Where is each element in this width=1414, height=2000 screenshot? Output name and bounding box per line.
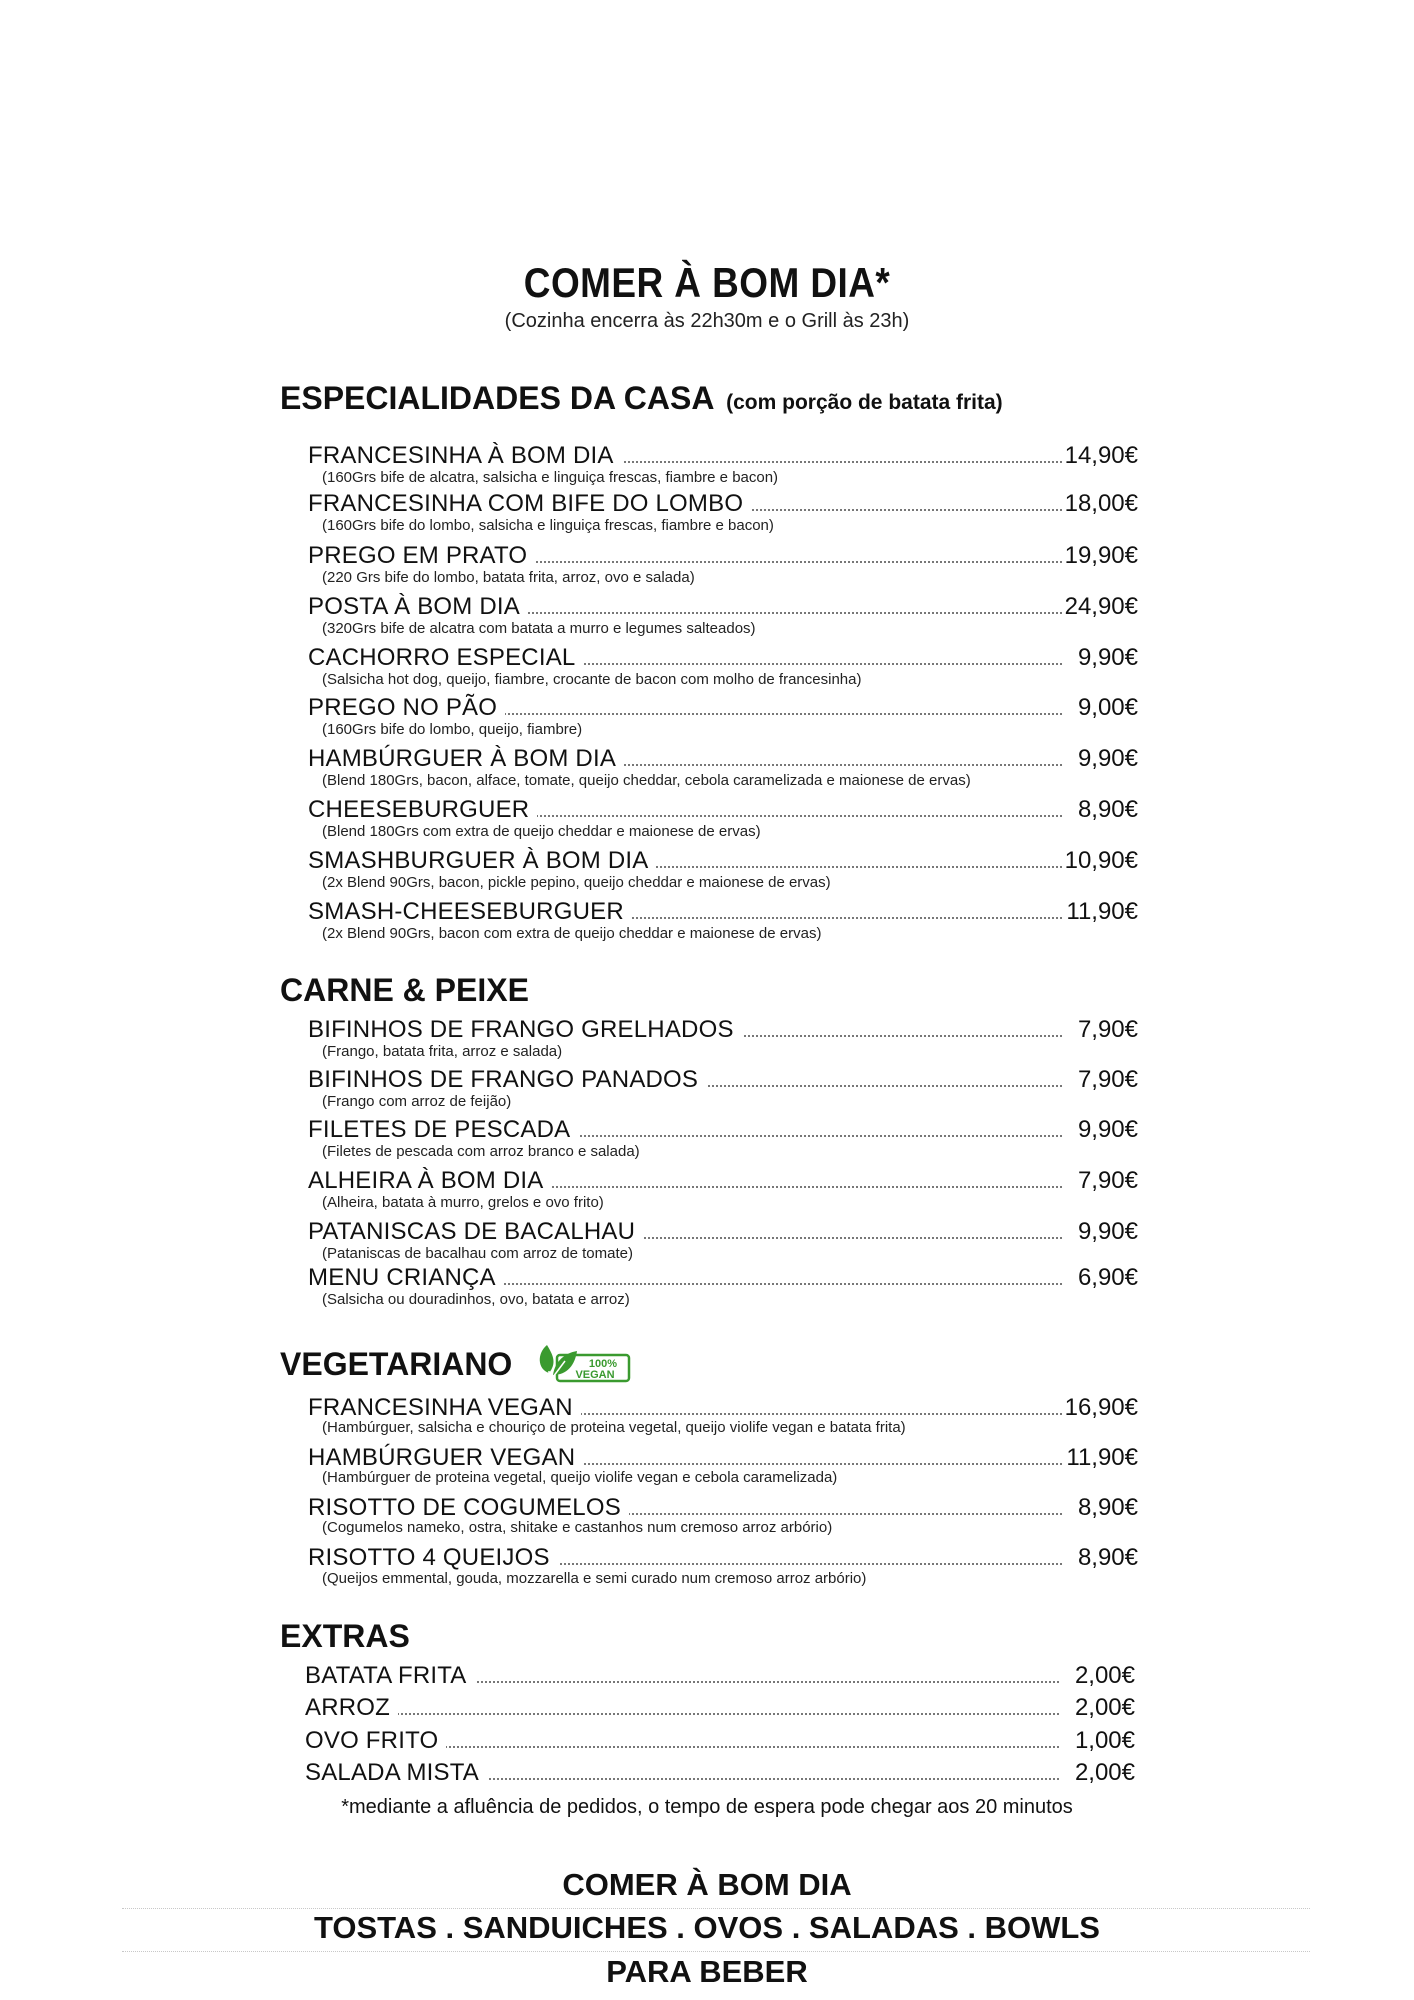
item-name: SMASH-CHEESEBURGUER xyxy=(308,898,632,926)
menu-item xyxy=(305,1694,1135,1722)
menu-item xyxy=(308,442,1138,470)
item-description: (160Grs bife do lombo, salsicha e linguiça frescas, fiambre e bacon) xyxy=(322,517,774,534)
item-description: (Frango com arroz de feijão) xyxy=(322,1093,512,1110)
item-name: FRANCESINHA VEGAN xyxy=(308,1394,581,1422)
item-price: 2,00€ xyxy=(1059,1759,1135,1787)
item-name: FRANCESINHA À BOM DIA xyxy=(308,442,622,470)
dot-leader xyxy=(305,1713,1059,1715)
item-name: OVO FRITO xyxy=(305,1727,446,1755)
item-name: SMASHBURGUER À BOM DIA xyxy=(308,847,656,875)
item-price: 9,90€ xyxy=(1062,644,1138,672)
menu-item xyxy=(308,1016,1138,1044)
vegan-badge-bottom: VEGAN xyxy=(575,1368,615,1381)
nav-link-tostas-sanduiches[interactable]: TOSTAS . SANDUICHES . OVOS . SALADAS . BOWLS xyxy=(314,1910,1100,1945)
item-name: ARROZ xyxy=(305,1694,398,1722)
item-description: (Frango, batata frita, arroz e salada) xyxy=(322,1043,563,1060)
menu-item xyxy=(308,1444,1138,1472)
section-note: (com porção de batata frita) xyxy=(726,391,1003,414)
item-description: (Filetes de pescada com arroz branco e salada) xyxy=(322,1143,640,1160)
item-description: (2x Blend 90Grs, bacon com extra de queijo cheddar e maionese de ervas) xyxy=(322,925,822,942)
item-price: 7,90€ xyxy=(1062,1066,1138,1094)
item-name: PREGO NO PÃO xyxy=(308,694,505,722)
item-name: PREGO EM PRATO xyxy=(308,542,535,570)
item-price: 14,90€ xyxy=(1062,442,1138,470)
footnote: *mediante a afluência de pedidos, o tempo de espera pode chegar aos 20 minutos xyxy=(341,1796,1073,1818)
vegan-leaf-icon xyxy=(535,1343,631,1383)
section-title: CARNE & PEIXE xyxy=(280,972,529,1008)
menu-item xyxy=(308,898,1138,926)
item-name: POSTA À BOM DIA xyxy=(308,593,528,621)
item-name: RISOTTO DE COGUMELOS xyxy=(308,1494,629,1522)
item-name: FRANCESINHA COM BIFE DO LOMBO xyxy=(308,490,751,518)
menu-item xyxy=(308,644,1138,672)
menu-item xyxy=(308,694,1138,722)
item-description: (Salsicha ou douradinhos, ovo, batata e arroz) xyxy=(322,1291,630,1308)
vegan-badge-top: 100% xyxy=(589,1357,618,1370)
item-price: 9,00€ xyxy=(1062,694,1138,722)
menu-item xyxy=(308,490,1138,518)
section-title: VEGETARIANO xyxy=(280,1346,513,1382)
menu-item xyxy=(308,593,1138,621)
item-price: 9,90€ xyxy=(1062,745,1138,773)
item-description: (Alheira, batata à murro, grelos e ovo frito) xyxy=(322,1194,604,1211)
item-price: 1,00€ xyxy=(1059,1727,1135,1755)
item-name: PATANISCAS DE BACALHAU xyxy=(308,1218,643,1246)
menu-item xyxy=(308,1394,1138,1422)
item-price: 16,90€ xyxy=(1062,1394,1138,1422)
item-price: 2,00€ xyxy=(1059,1694,1135,1722)
menu-item xyxy=(308,847,1138,875)
item-name: BATATA FRITA xyxy=(305,1662,475,1690)
item-name: BIFINHOS DE FRANGO GRELHADOS xyxy=(308,1016,742,1044)
item-name: CACHORRO ESPECIAL xyxy=(308,644,583,672)
item-description: (160Grs bife de alcatra, salsicha e linguiça frescas, fiambre e bacon) xyxy=(322,469,779,486)
item-name: MENU CRIANÇA xyxy=(308,1264,504,1292)
item-description: (160Grs bife do lombo, queijo, fiambre) xyxy=(322,721,583,738)
menu-item xyxy=(308,1494,1138,1522)
section-title: EXTRAS xyxy=(280,1618,410,1654)
section-title: ESPECIALIDADES DA CASA xyxy=(280,380,714,416)
item-price: 9,90€ xyxy=(1062,1218,1138,1246)
section-heading-vegetariano xyxy=(280,1344,631,1387)
item-name: CHEESEBURGUER xyxy=(308,796,537,824)
nav-link-para-beber[interactable]: PARA BEBER xyxy=(606,1954,808,1989)
item-price: 7,90€ xyxy=(1062,1167,1138,1195)
item-price: 8,90€ xyxy=(1062,1544,1138,1572)
section-heading-extras xyxy=(280,1616,410,1656)
item-description: (Blend 180Grs com extra de queijo cheddar e maionese de ervas) xyxy=(322,823,761,840)
item-price: 24,90€ xyxy=(1062,593,1138,621)
item-name: BIFINHOS DE FRANGO PANADOS xyxy=(308,1066,706,1094)
menu-item xyxy=(308,1167,1138,1195)
item-description: (Hambúrguer, salsicha e chouriço de proteina vegetal, queijo violife vegan e batata frita) xyxy=(322,1419,906,1436)
menu-item xyxy=(308,1116,1138,1144)
section-heading-especialidades xyxy=(280,378,1003,423)
page-title: COMER À BOM DIA* xyxy=(523,259,891,306)
item-description: (Queijos emmental, gouda, mozzarella e semi curado num cremoso arroz arbório) xyxy=(322,1570,867,1587)
item-description: (Pataniscas de bacalhau com arroz de tomate) xyxy=(322,1245,633,1262)
menu-item xyxy=(305,1662,1135,1690)
item-price: 8,90€ xyxy=(1062,1494,1138,1522)
menu-item xyxy=(308,1264,1138,1292)
item-description: (Blend 180Grs, bacon, alface, tomate, queijo cheddar, cebola caramelizada e maionese de ervas) xyxy=(322,772,971,789)
menu-item xyxy=(308,1544,1138,1572)
item-price: 19,90€ xyxy=(1062,542,1138,570)
item-price: 18,00€ xyxy=(1062,490,1138,518)
item-price: 8,90€ xyxy=(1062,796,1138,824)
page-subtitle: (Cozinha encerra às 22h30m e o Grill às 23h) xyxy=(504,310,910,332)
item-name: HAMBÚRGUER VEGAN xyxy=(308,1444,583,1472)
item-name: ALHEIRA À BOM DIA xyxy=(308,1167,551,1195)
menu-item xyxy=(305,1727,1135,1755)
item-description: (2x Blend 90Grs, bacon, pickle pepino, queijo cheddar e maionese de ervas) xyxy=(322,874,831,891)
nav-link-comer-a-bom-dia[interactable]: COMER À BOM DIA xyxy=(562,1867,852,1902)
item-price: 11,90€ xyxy=(1062,1444,1138,1472)
section-heading-carne-peixe xyxy=(280,970,529,1010)
item-price: 2,00€ xyxy=(1059,1662,1135,1690)
menu-item xyxy=(308,745,1138,773)
item-description: (220 Grs bife do lombo, batata frita, arroz, ovo e salada) xyxy=(322,569,695,586)
item-description: (Cogumelos nameko, ostra, shitake e castanhos num cremoso arroz arbório) xyxy=(322,1519,833,1536)
menu-item xyxy=(308,1066,1138,1094)
item-name: FILETES DE PESCADA xyxy=(308,1116,578,1144)
menu-item xyxy=(308,1218,1138,1246)
item-price: 11,90€ xyxy=(1062,898,1138,926)
item-price: 9,90€ xyxy=(1062,1116,1138,1144)
menu-item xyxy=(308,542,1138,570)
item-price: 7,90€ xyxy=(1062,1016,1138,1044)
item-description: (Salsicha hot dog, queijo, fiambre, crocante de bacon com molho de francesinha) xyxy=(322,671,862,688)
item-description: (Hambúrguer de proteina vegetal, queijo violife vegan e cebola caramelizada) xyxy=(322,1469,838,1486)
item-description: (320Grs bife de alcatra com batata a murro e legumes salteados) xyxy=(322,620,756,637)
item-price: 10,90€ xyxy=(1062,847,1138,875)
divider xyxy=(122,1951,1310,1952)
item-name: HAMBÚRGUER À BOM DIA xyxy=(308,745,624,773)
item-price: 6,90€ xyxy=(1062,1264,1138,1292)
item-name: RISOTTO 4 QUEIJOS xyxy=(308,1544,558,1572)
item-name: SALADA MISTA xyxy=(305,1759,487,1787)
menu-item xyxy=(305,1759,1135,1787)
menu-item xyxy=(308,796,1138,824)
